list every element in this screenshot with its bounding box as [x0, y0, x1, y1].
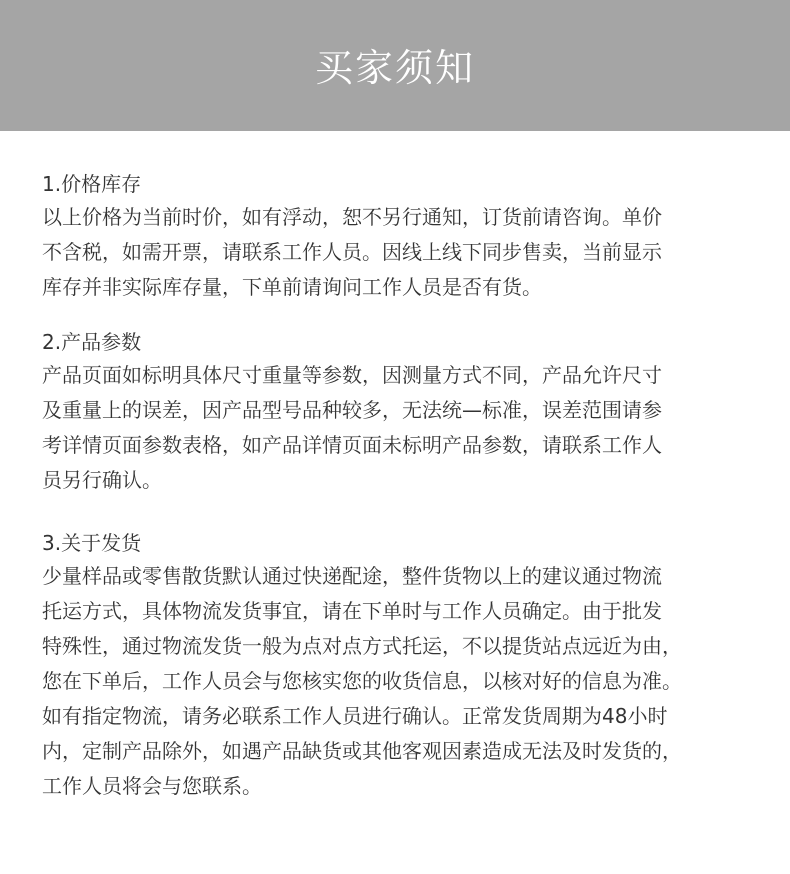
paragraph-line: 员另行确认。 [42, 468, 162, 492]
paragraph-line: 少量样品或零售散货默认通过快递配途，整件货物以上的建议通过物流 [42, 564, 662, 588]
paragraph-line: 特殊性，通过物流发货一般为点对点方式托运，不以提货站点远近为由， [42, 634, 682, 658]
paragraph-line: 您在下单后，工作人员会与您核实您的收货信息，以核对好的信息为准。 [42, 669, 682, 693]
paragraph-line: 工作人员将会与您联系。 [42, 774, 262, 798]
section-body [42, 358, 752, 498]
section-product-params [42, 329, 752, 498]
paragraph-line: 如有指定物流，请务必联系工作人员进行确认。正常发货周期为48小时 [42, 704, 668, 728]
paragraph-line: 内，定制产品除外，如遇产品缺货或其他客观因素造成无法及时发货的， [42, 739, 682, 763]
paragraph-line: 托运方式，具体物流发货事宜，请在下单时与工作人员确定。由于批发 [42, 599, 662, 623]
paragraph-line: 以上价格为当前时价，如有浮动，恕不另行通知，订货前请咨询。单价 [42, 205, 662, 229]
section-heading: 2.产品参数 [42, 330, 142, 354]
section-heading: 3.关于发货 [42, 531, 142, 555]
paragraph-line: 及重量上的误差，因产品型号品种较多，无法统—标准，误差范围请参 [42, 398, 662, 422]
page-title: 买家须知 [314, 46, 475, 90]
section-price-stock [42, 171, 752, 305]
header-banner [0, 0, 790, 131]
paragraph-line: 不含税，如需开票，请联系工作人员。因线上线下同步售卖，当前显示 [42, 240, 662, 264]
paragraph-line: 考详情页面参数表格，如产品详情页面未标明产品参数，请联系工作人 [42, 433, 662, 457]
section-shipping [42, 530, 752, 804]
paragraph-line: 库存并非实际库存量，下单前请询问工作人员是否有货。 [42, 275, 542, 299]
section-body [42, 200, 752, 305]
paragraph-line: 产品页面如标明具体尺寸重量等参数，因测量方式不同，产品允许尺寸 [42, 363, 662, 387]
section-heading: 1.价格库存 [42, 172, 142, 196]
section-body [42, 559, 752, 804]
